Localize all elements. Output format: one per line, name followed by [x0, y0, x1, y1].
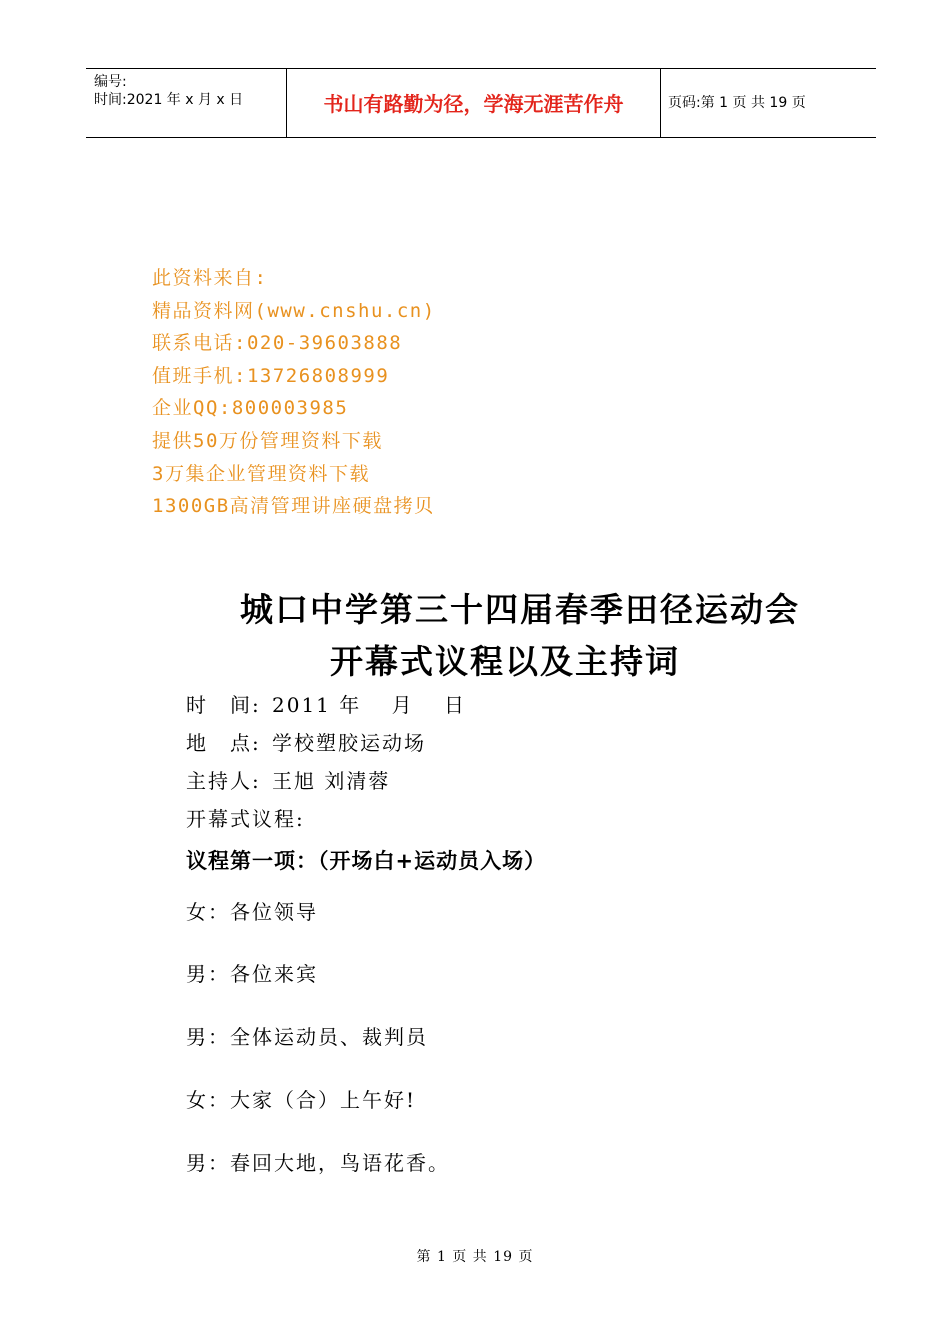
doc-time-label: 时间:2021 年 x 月 x 日: [94, 92, 244, 108]
document-title: 城口中学第三十四届春季田径运动会: [240, 590, 800, 629]
header-info-cell: [86, 69, 286, 137]
header-motto-cell: [286, 69, 661, 137]
header-page-number: 页码:第 1 页 共 19 页: [668, 95, 806, 111]
meta-host-value: 王旭 刘清蓉: [272, 769, 391, 793]
source-line: 值班手机:13726808999: [152, 364, 390, 387]
meta-place-value: 学校塑胶运动场: [272, 731, 426, 755]
section-heading: 议程第一项：（开场白+运动员入场）: [186, 849, 547, 873]
meta-time: [186, 693, 466, 717]
page-header: [86, 68, 876, 138]
source-line: 联系电话:020-39603888: [152, 332, 403, 355]
source-line: 精品资料网(www.cnshu.cn): [152, 299, 436, 322]
source-line: 企业QQ:800003985: [152, 397, 349, 420]
meta-place-label: 地 点:: [186, 731, 261, 755]
meta-time-label: 时 间:: [186, 693, 261, 717]
meta-host: [186, 769, 390, 793]
meta-agenda-label: 开幕式议程:: [186, 807, 305, 831]
header-page-cell: [660, 69, 876, 137]
meta-place: [186, 731, 426, 755]
source-line: 1300GB高清管理讲座硬盘拷贝: [152, 495, 435, 518]
source-line: 3万集企业管理资料下载: [152, 462, 370, 485]
header-motto: 书山有路勤为径，学海无涯苦作舟: [323, 92, 624, 116]
source-line: 此资料来自:: [152, 267, 268, 289]
meta-host-label: 主持人:: [186, 769, 261, 793]
dialogue-line: 男：春回大地，鸟语花香。: [186, 1151, 450, 1175]
page-footer: 第 1 页 共 19 页: [416, 1249, 534, 1265]
doc-code-label: 编号:: [94, 74, 127, 90]
dialogue-line: 女：大家（合）上午好!: [186, 1088, 417, 1112]
meta-time-value: 2011 年 月 日: [272, 693, 466, 717]
dialogue-line: 女：各位领导: [186, 900, 318, 924]
dialogue-line: 男：各位来宾: [186, 962, 318, 986]
source-notice: [152, 262, 436, 523]
source-line: 提供50万份管理资料下载: [152, 429, 383, 452]
dialogue-line: 男：全体运动员、裁判员: [186, 1025, 428, 1049]
document-subtitle: 开幕式议程以及主持词: [330, 642, 680, 681]
